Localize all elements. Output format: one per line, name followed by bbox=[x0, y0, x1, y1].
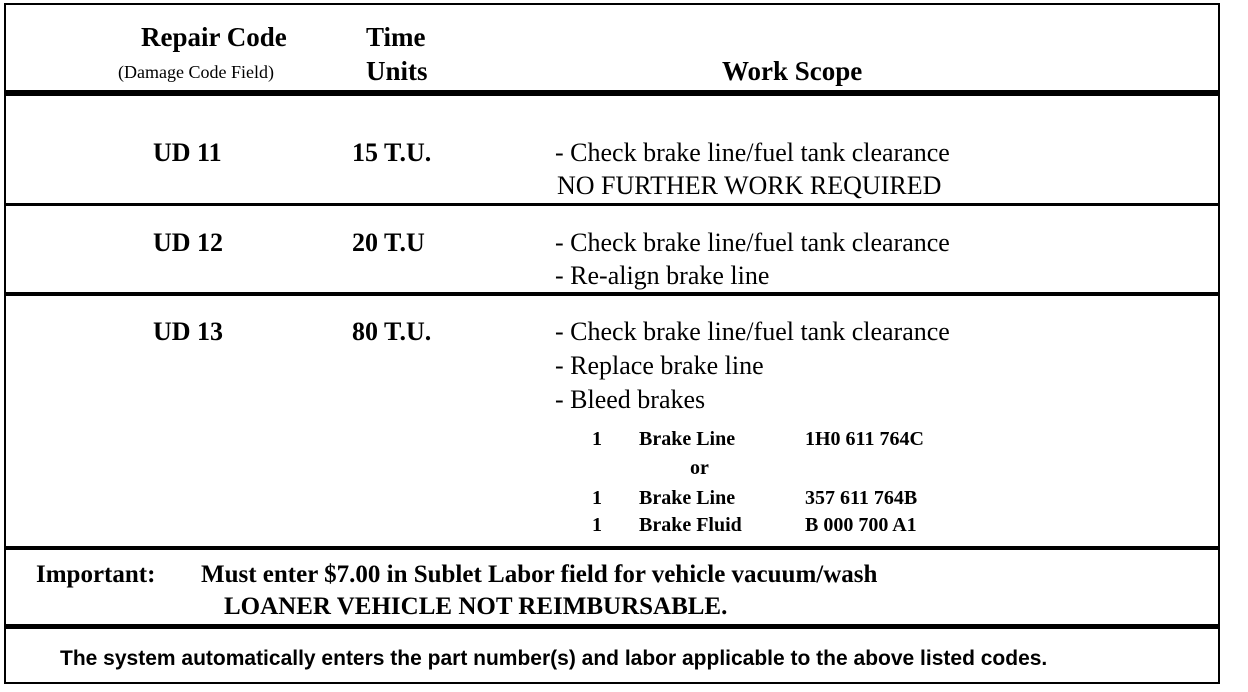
part-name: Brake Fluid bbox=[639, 514, 742, 536]
work-scope-line: - Check brake line/fuel tank clearance bbox=[555, 138, 950, 167]
work-scope-line: - Bleed brakes bbox=[555, 385, 706, 414]
part-qty: 1 bbox=[592, 428, 602, 450]
row-divider bbox=[4, 292, 1220, 296]
loaner-notice: LOANER VEHICLE NOT REIMBURSABLE. bbox=[224, 593, 728, 620]
repair-code-ud13: UD 13 bbox=[153, 317, 224, 346]
part-qty: 1 bbox=[592, 487, 602, 509]
important-text: Must enter $7.00 in Sublet Labor field for vehicle vacuum/wash bbox=[201, 561, 878, 588]
footer-note: The system automatically enters the part number(s) and labor applicable to the above listed codes. bbox=[60, 647, 1048, 670]
part-or: or bbox=[690, 457, 709, 479]
section-divider bbox=[4, 624, 1220, 629]
work-scope-line: NO FURTHER WORK REQUIRED bbox=[557, 171, 942, 200]
part-name: Brake Line bbox=[639, 487, 736, 509]
row-divider bbox=[4, 203, 1220, 206]
time-units-ud13: 80 T.U. bbox=[352, 317, 432, 346]
work-scope-line: - Check brake line/fuel tank clearance bbox=[555, 228, 950, 257]
row-divider bbox=[4, 546, 1220, 550]
part-number: B 000 700 A1 bbox=[805, 514, 917, 536]
time-units-ud11: 15 T.U. bbox=[352, 138, 432, 167]
header-units: Units bbox=[366, 56, 428, 86]
important-label: Important: bbox=[36, 561, 156, 588]
repair-code-ud12: UD 12 bbox=[153, 228, 224, 257]
part-number: 1H0 611 764C bbox=[805, 428, 924, 450]
work-scope-line: - Check brake line/fuel tank clearance bbox=[555, 317, 950, 346]
header-damage-code-field: (Damage Code Field) bbox=[118, 62, 274, 82]
header-repair-code: Repair Code bbox=[141, 22, 287, 52]
header-work-scope: Work Scope bbox=[722, 56, 863, 86]
header-divider bbox=[4, 90, 1220, 96]
header-time: Time bbox=[366, 22, 426, 52]
part-number: 357 611 764B bbox=[805, 487, 918, 509]
work-scope-line: - Replace brake line bbox=[555, 351, 764, 380]
work-scope-line: - Re-align brake line bbox=[555, 261, 770, 290]
part-name: Brake Line bbox=[639, 428, 736, 450]
part-qty: 1 bbox=[592, 514, 602, 536]
repair-code-ud11: UD 11 bbox=[153, 138, 222, 167]
time-units-ud12: 20 T.U bbox=[352, 228, 425, 257]
